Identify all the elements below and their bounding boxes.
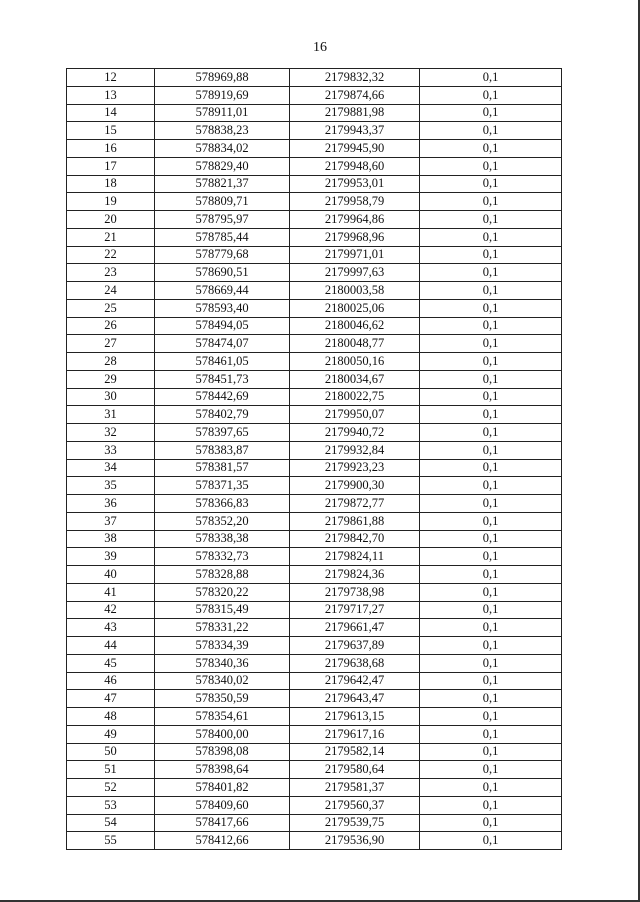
point-number-cell: 49: [67, 725, 155, 743]
table-row: [67, 424, 562, 442]
table-row: [67, 654, 562, 672]
point-number-cell: 33: [67, 441, 155, 459]
y-coordinate-cell: 2179539,75: [290, 814, 420, 832]
table-row: [67, 264, 562, 282]
table-row: [67, 335, 562, 353]
x-coordinate-cell: 578383,87: [155, 441, 290, 459]
y-coordinate-cell: 2179580,64: [290, 761, 420, 779]
accuracy-cell: 0,1: [420, 477, 562, 495]
x-coordinate-cell: 578397,65: [155, 424, 290, 442]
accuracy-cell: 0,1: [420, 832, 562, 850]
table-row: [67, 282, 562, 300]
point-number-cell: 42: [67, 601, 155, 619]
table-row: [67, 228, 562, 246]
x-coordinate-cell: 578795,97: [155, 211, 290, 229]
point-number-cell: 22: [67, 246, 155, 264]
x-coordinate-cell: 578969,88: [155, 69, 290, 87]
table-row: [67, 175, 562, 193]
point-number-cell: 53: [67, 796, 155, 814]
coordinates-table-body: [67, 69, 562, 850]
accuracy-cell: 0,1: [420, 441, 562, 459]
x-coordinate-cell: 578381,57: [155, 459, 290, 477]
point-number-cell: 51: [67, 761, 155, 779]
point-number-cell: 40: [67, 566, 155, 584]
point-number-cell: 24: [67, 282, 155, 300]
table-row: [67, 548, 562, 566]
y-coordinate-cell: 2179617,16: [290, 725, 420, 743]
point-number-cell: 37: [67, 512, 155, 530]
y-coordinate-cell: 2180003,58: [290, 282, 420, 300]
page-number: 16: [313, 40, 327, 55]
table-row: [67, 779, 562, 797]
x-coordinate-cell: 578412,66: [155, 832, 290, 850]
y-coordinate-cell: 2179638,68: [290, 654, 420, 672]
point-number-cell: 38: [67, 530, 155, 548]
y-coordinate-cell: 2179943,37: [290, 122, 420, 140]
point-number-cell: 55: [67, 832, 155, 850]
x-coordinate-cell: 578409,60: [155, 796, 290, 814]
accuracy-cell: 0,1: [420, 566, 562, 584]
accuracy-cell: 0,1: [420, 530, 562, 548]
table-row: [67, 406, 562, 424]
coordinates-table: [66, 68, 562, 850]
point-number-cell: 45: [67, 654, 155, 672]
y-coordinate-cell: 2179842,70: [290, 530, 420, 548]
x-coordinate-cell: 578371,35: [155, 477, 290, 495]
accuracy-cell: 0,1: [420, 104, 562, 122]
accuracy-cell: 0,1: [420, 814, 562, 832]
point-number-cell: 16: [67, 140, 155, 158]
x-coordinate-cell: 578366,83: [155, 495, 290, 513]
point-number-cell: 44: [67, 637, 155, 655]
x-coordinate-cell: 578320,22: [155, 583, 290, 601]
accuracy-cell: 0,1: [420, 583, 562, 601]
accuracy-cell: 0,1: [420, 495, 562, 513]
table-row: [67, 725, 562, 743]
point-number-cell: 19: [67, 193, 155, 211]
point-number-cell: 32: [67, 424, 155, 442]
accuracy-cell: 0,1: [420, 353, 562, 371]
y-coordinate-cell: 2180025,06: [290, 299, 420, 317]
accuracy-cell: 0,1: [420, 317, 562, 335]
accuracy-cell: 0,1: [420, 708, 562, 726]
accuracy-cell: 0,1: [420, 193, 562, 211]
y-coordinate-cell: 2179642,47: [290, 672, 420, 690]
accuracy-cell: 0,1: [420, 637, 562, 655]
point-number-cell: 35: [67, 477, 155, 495]
accuracy-cell: 0,1: [420, 86, 562, 104]
point-number-cell: 31: [67, 406, 155, 424]
table-row: [67, 708, 562, 726]
y-coordinate-cell: 2180048,77: [290, 335, 420, 353]
accuracy-cell: 0,1: [420, 743, 562, 761]
x-coordinate-cell: 578785,44: [155, 228, 290, 246]
point-number-cell: 41: [67, 583, 155, 601]
table-row: [67, 530, 562, 548]
point-number-cell: 36: [67, 495, 155, 513]
y-coordinate-cell: 2179661,47: [290, 619, 420, 637]
accuracy-cell: 0,1: [420, 175, 562, 193]
y-coordinate-cell: 2179582,14: [290, 743, 420, 761]
x-coordinate-cell: 578911,01: [155, 104, 290, 122]
y-coordinate-cell: 2180050,16: [290, 353, 420, 371]
point-number-cell: 47: [67, 690, 155, 708]
point-number-cell: 48: [67, 708, 155, 726]
x-coordinate-cell: 578593,40: [155, 299, 290, 317]
table-row: [67, 566, 562, 584]
point-number-cell: 39: [67, 548, 155, 566]
accuracy-cell: 0,1: [420, 779, 562, 797]
accuracy-cell: 0,1: [420, 424, 562, 442]
accuracy-cell: 0,1: [420, 548, 562, 566]
y-coordinate-cell: 2180022,75: [290, 388, 420, 406]
x-coordinate-cell: 578352,20: [155, 512, 290, 530]
x-coordinate-cell: 578838,23: [155, 122, 290, 140]
x-coordinate-cell: 578401,82: [155, 779, 290, 797]
x-coordinate-cell: 578829,40: [155, 157, 290, 175]
table-row: [67, 619, 562, 637]
point-number-cell: 14: [67, 104, 155, 122]
accuracy-cell: 0,1: [420, 654, 562, 672]
accuracy-cell: 0,1: [420, 140, 562, 158]
accuracy-cell: 0,1: [420, 299, 562, 317]
accuracy-cell: 0,1: [420, 672, 562, 690]
x-coordinate-cell: 578451,73: [155, 370, 290, 388]
x-coordinate-cell: 578417,66: [155, 814, 290, 832]
x-coordinate-cell: 578350,59: [155, 690, 290, 708]
table-row: [67, 477, 562, 495]
y-coordinate-cell: 2179824,11: [290, 548, 420, 566]
accuracy-cell: 0,1: [420, 211, 562, 229]
y-coordinate-cell: 2179824,36: [290, 566, 420, 584]
table-row: [67, 317, 562, 335]
x-coordinate-cell: 578398,64: [155, 761, 290, 779]
point-number-cell: 27: [67, 335, 155, 353]
point-number-cell: 25: [67, 299, 155, 317]
accuracy-cell: 0,1: [420, 264, 562, 282]
accuracy-cell: 0,1: [420, 761, 562, 779]
x-coordinate-cell: 578340,36: [155, 654, 290, 672]
y-coordinate-cell: 2179861,88: [290, 512, 420, 530]
y-coordinate-cell: 2179948,60: [290, 157, 420, 175]
point-number-cell: 18: [67, 175, 155, 193]
table-row: [67, 193, 562, 211]
accuracy-cell: 0,1: [420, 690, 562, 708]
point-number-cell: 20: [67, 211, 155, 229]
accuracy-cell: 0,1: [420, 122, 562, 140]
accuracy-cell: 0,1: [420, 459, 562, 477]
x-coordinate-cell: 578461,05: [155, 353, 290, 371]
y-coordinate-cell: 2179581,37: [290, 779, 420, 797]
point-number-cell: 50: [67, 743, 155, 761]
table-row: [67, 441, 562, 459]
table-row: [67, 104, 562, 122]
point-number-cell: 13: [67, 86, 155, 104]
table-row: [67, 672, 562, 690]
accuracy-cell: 0,1: [420, 512, 562, 530]
accuracy-cell: 0,1: [420, 796, 562, 814]
x-coordinate-cell: 578340,02: [155, 672, 290, 690]
y-coordinate-cell: 2179613,15: [290, 708, 420, 726]
accuracy-cell: 0,1: [420, 157, 562, 175]
point-number-cell: 29: [67, 370, 155, 388]
point-number-cell: 43: [67, 619, 155, 637]
x-coordinate-cell: 578779,68: [155, 246, 290, 264]
point-number-cell: 28: [67, 353, 155, 371]
point-number-cell: 17: [67, 157, 155, 175]
x-coordinate-cell: 578334,39: [155, 637, 290, 655]
table-row: [67, 637, 562, 655]
x-coordinate-cell: 578398,08: [155, 743, 290, 761]
table-row: [67, 743, 562, 761]
y-coordinate-cell: 2179536,90: [290, 832, 420, 850]
x-coordinate-cell: 578315,49: [155, 601, 290, 619]
point-number-cell: 54: [67, 814, 155, 832]
y-coordinate-cell: 2179923,23: [290, 459, 420, 477]
table-row: [67, 211, 562, 229]
y-coordinate-cell: 2179874,66: [290, 86, 420, 104]
accuracy-cell: 0,1: [420, 619, 562, 637]
point-number-cell: 30: [67, 388, 155, 406]
accuracy-cell: 0,1: [420, 406, 562, 424]
y-coordinate-cell: 2179950,07: [290, 406, 420, 424]
accuracy-cell: 0,1: [420, 246, 562, 264]
y-coordinate-cell: 2179872,77: [290, 495, 420, 513]
table-row: [67, 761, 562, 779]
y-coordinate-cell: 2179940,72: [290, 424, 420, 442]
table-row: [67, 86, 562, 104]
x-coordinate-cell: 578919,69: [155, 86, 290, 104]
point-number-cell: 12: [67, 69, 155, 87]
x-coordinate-cell: 578331,22: [155, 619, 290, 637]
point-number-cell: 34: [67, 459, 155, 477]
point-number-cell: 21: [67, 228, 155, 246]
x-coordinate-cell: 578834,02: [155, 140, 290, 158]
x-coordinate-cell: 578669,44: [155, 282, 290, 300]
point-number-cell: 46: [67, 672, 155, 690]
table-row: [67, 601, 562, 619]
y-coordinate-cell: 2179637,89: [290, 637, 420, 655]
accuracy-cell: 0,1: [420, 69, 562, 87]
table-row: [67, 69, 562, 87]
y-coordinate-cell: 2179738,98: [290, 583, 420, 601]
accuracy-cell: 0,1: [420, 282, 562, 300]
table-row: [67, 370, 562, 388]
y-coordinate-cell: 2180046,62: [290, 317, 420, 335]
y-coordinate-cell: 2179643,47: [290, 690, 420, 708]
table-row: [67, 495, 562, 513]
x-coordinate-cell: 578328,88: [155, 566, 290, 584]
x-coordinate-cell: 578494,05: [155, 317, 290, 335]
accuracy-cell: 0,1: [420, 725, 562, 743]
y-coordinate-cell: 2179968,96: [290, 228, 420, 246]
y-coordinate-cell: 2179964,86: [290, 211, 420, 229]
table-row: [67, 388, 562, 406]
y-coordinate-cell: 2179997,63: [290, 264, 420, 282]
accuracy-cell: 0,1: [420, 228, 562, 246]
y-coordinate-cell: 2179717,27: [290, 601, 420, 619]
x-coordinate-cell: 578474,07: [155, 335, 290, 353]
table-row: [67, 246, 562, 264]
table-row: [67, 299, 562, 317]
y-coordinate-cell: 2179900,30: [290, 477, 420, 495]
table-row: [67, 140, 562, 158]
point-number-cell: 15: [67, 122, 155, 140]
x-coordinate-cell: 578400,00: [155, 725, 290, 743]
accuracy-cell: 0,1: [420, 601, 562, 619]
x-coordinate-cell: 578809,71: [155, 193, 290, 211]
table-row: [67, 459, 562, 477]
table-row: [67, 353, 562, 371]
x-coordinate-cell: 578442,69: [155, 388, 290, 406]
x-coordinate-cell: 578354,61: [155, 708, 290, 726]
point-number-cell: 26: [67, 317, 155, 335]
y-coordinate-cell: 2179832,32: [290, 69, 420, 87]
point-number-cell: 52: [67, 779, 155, 797]
table-row: [67, 122, 562, 140]
x-coordinate-cell: 578690,51: [155, 264, 290, 282]
point-number-cell: 23: [67, 264, 155, 282]
x-coordinate-cell: 578338,38: [155, 530, 290, 548]
table-row: [67, 583, 562, 601]
table-row: [67, 796, 562, 814]
accuracy-cell: 0,1: [420, 370, 562, 388]
x-coordinate-cell: 578402,79: [155, 406, 290, 424]
y-coordinate-cell: 2179881,98: [290, 104, 420, 122]
x-coordinate-cell: 578821,37: [155, 175, 290, 193]
table-row: [67, 690, 562, 708]
y-coordinate-cell: 2179560,37: [290, 796, 420, 814]
y-coordinate-cell: 2180034,67: [290, 370, 420, 388]
y-coordinate-cell: 2179953,01: [290, 175, 420, 193]
y-coordinate-cell: 2179932,84: [290, 441, 420, 459]
y-coordinate-cell: 2179971,01: [290, 246, 420, 264]
x-coordinate-cell: 578332,73: [155, 548, 290, 566]
y-coordinate-cell: 2179958,79: [290, 193, 420, 211]
table-row: [67, 814, 562, 832]
table-row: [67, 512, 562, 530]
y-coordinate-cell: 2179945,90: [290, 140, 420, 158]
accuracy-cell: 0,1: [420, 388, 562, 406]
accuracy-cell: 0,1: [420, 335, 562, 353]
table-row: [67, 157, 562, 175]
table-row: [67, 832, 562, 850]
